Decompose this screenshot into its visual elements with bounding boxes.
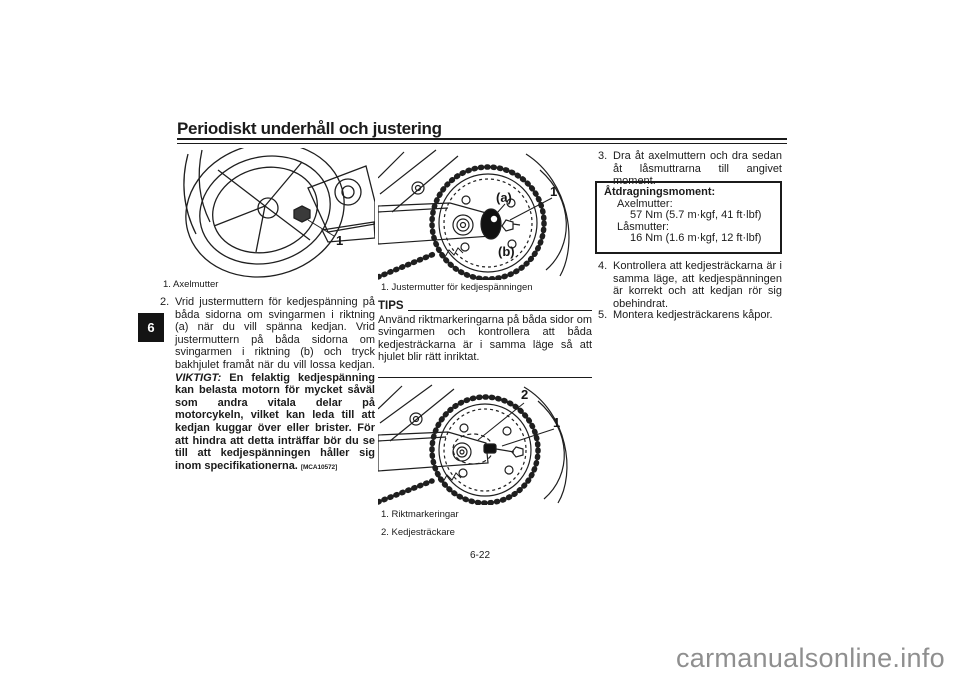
step-2-important-label: VIKTIGT:: [175, 371, 222, 384]
figure1-caption: 1. Axelmutter: [163, 279, 219, 290]
page-number: 6-22: [469, 550, 490, 561]
step-5-text: Montera kedjesträckarens kåpor.: [613, 309, 773, 321]
step-4-number: 4.: [598, 260, 608, 272]
step-2-number: 2.: [160, 296, 170, 308]
step-2-reference-code: [MCA10572]: [300, 463, 338, 471]
figure2-callout-a: (a): [496, 190, 512, 205]
chain-adjuster-illustration: [378, 148, 592, 280]
figure2-caption: 1. Justermutter för kedjespänningen: [381, 282, 533, 293]
step-5: [598, 309, 782, 322]
tips-heading: TIPS: [378, 300, 404, 312]
step-4: [598, 260, 782, 310]
alignment-marks-illustration: [378, 383, 592, 505]
header-divider: [177, 138, 787, 144]
torque-spec-label: Låsmutter:: [617, 220, 669, 233]
tips-heading-rule: [408, 310, 592, 311]
torque-spec-value: 57 Nm (5.7 m·kgf, 41 ft·lbf): [630, 209, 762, 222]
figure2-callout-b: (b): [498, 244, 515, 259]
step-3-text: Dra åt axelmuttern och dra sedan åt låsmuttrarna till angivet moment.: [613, 150, 782, 188]
step-4-text: Kontrollera att kedjesträckarna är i samma läge, att kedjespänningen är korrekt och att kedjan rör sig obehindrat.: [613, 260, 782, 310]
figure3-callout-2: 2: [521, 387, 529, 402]
figure3-callout-1: 1: [553, 415, 561, 430]
torque-spec-title: Åtdragningsmoment:: [604, 186, 716, 198]
page-title: Periodiskt underhåll och justering: [177, 119, 442, 138]
chapter-tab: 6: [138, 313, 164, 342]
figure2-callout-1: 1: [550, 184, 558, 199]
step-2-important-text: En felaktig kedjespänning kan belasta motorn för mycket såväl som andra vitala delar på motorcykeln, vilket kan leda till att kedjan kuggar över eller brister. För att hindra att detta inträffar bör du se till att kedjespänningen håller sig inom specifikationerna.: [175, 371, 375, 472]
torque-spec-label: Axelmutter:: [617, 197, 673, 210]
figure1-callout-1: 1: [336, 233, 344, 248]
tips-text: Använd riktmarkeringarna på båda sidor om svingarmen och kontrollera att båda kedjesträckarna är i samma läge så att hjulet blir rätt inriktat.: [378, 314, 593, 364]
tips-end-rule: [378, 377, 592, 378]
torque-spec-value: 16 Nm (1.6 m·kgf, 12 ft·lbf): [630, 232, 762, 245]
step-2-text-normal: Vrid justermuttern för kedjespänning på båda sidorna om svingarmen i riktning (a) när du vill spänna kedjan. Vrid justermuttern på båda sidorna om svingarmen i riktning (b) och tryck bakhjulet framåt när du vill lossa kedjan.: [175, 296, 375, 371]
figure-rear-wheel-axle-nut: [170, 148, 375, 278]
step-2-text: [175, 296, 375, 474]
figure3-caption-2: 2. Kedjesträckare: [381, 527, 455, 538]
step-5-number: 5.: [598, 309, 608, 321]
figure-chain-adjuster: [378, 148, 592, 280]
step-3-number: 3.: [598, 150, 608, 162]
figure3-caption-1: 1. Riktmarkeringar: [381, 509, 459, 520]
figure-alignment-marks: [378, 383, 592, 505]
torque-spec-box: [595, 181, 782, 254]
watermark: carmanualsonline.info: [676, 643, 945, 673]
step-2: [160, 296, 375, 474]
rear-wheel-illustration: [170, 148, 375, 278]
